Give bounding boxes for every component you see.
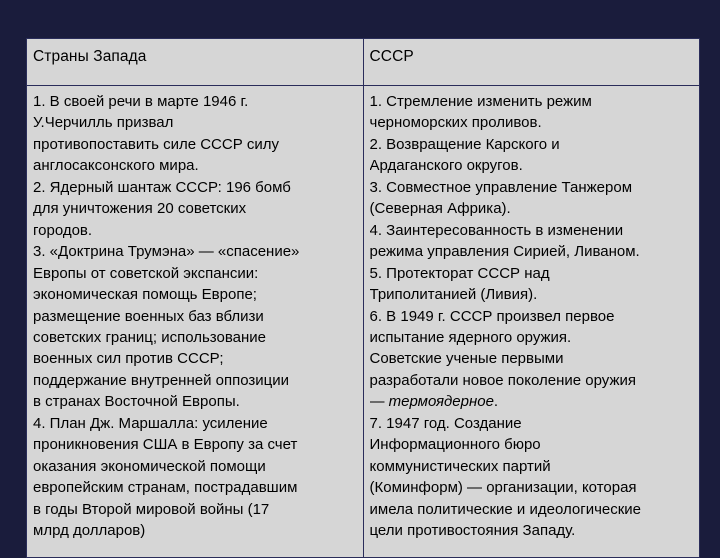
west-line: проникновения США в Европу за счет [33,436,298,454]
west-line: городов. [33,221,93,239]
west-line: 3. «Доктрина Трумэна» — «спасение» [33,243,300,261]
ussr-line: Советские ученые первыми [369,350,564,368]
ussr-line: 4. Заинтересованность в изменении [369,221,624,239]
ussr-column [363,86,700,558]
west-line: 1. В своей речи в марте 1946 г. [33,93,249,110]
header-row [27,39,700,86]
ussr-line: коммунистических партий [369,457,551,475]
west-line: 4. План Дж. Маршалла: усиление [33,414,268,432]
ussr-line-thermonuclear [370,391,694,412]
west-line: млрд долларов) [33,522,146,540]
ussr-line: разработали новое поколение оружия [369,371,636,389]
west-column [27,86,364,558]
west-line: военных сил против СССР; [33,350,224,368]
ussr-line: Информационного бюро [369,436,541,454]
ussr-line: Ардаганского округов. [369,157,523,175]
west-line: 2. Ядерный шантаж СССР: 196 бомб [33,178,291,196]
ussr-line: 3. Совместное управление Танжером [369,178,632,196]
ussr-line: 2. Возвращение Карского и [369,135,560,153]
west-line: оказания экономической помощи [33,457,266,475]
thermonuclear-term: термоядерное [388,393,494,411]
west-line: У.Черчилль призвал [33,114,174,132]
ussr-line: Триполитанией (Ливия). [369,286,538,304]
content-row [27,86,700,558]
ussr-line: режима управления Сирией, Ливаном. [369,243,640,261]
ussr-line: 6. В 1949 г. СССР произвел первое [369,307,615,325]
west-line: в странах Восточной Европы. [33,393,240,411]
west-line: европейским странам, пострадавшим [33,479,298,497]
ussr-line: имела политические и идеологические [369,500,642,518]
west-line: размещение военных баз вблизи [33,307,264,325]
ussr-line: (Северная Африка). [369,200,511,218]
ussr-line: 7. 1947 год. Создание [369,414,522,432]
west-line: Европы от советской экспансии: [33,264,259,282]
ussr-line: 5. Протекторат СССР над [369,264,550,282]
ussr-line: испытание ядерного оружия. [369,328,572,346]
ussr-line: 1. Стремление изменить режим [369,93,592,110]
ussr-line: (Коминформ) — организации, которая [369,479,637,497]
period-suffix: . [493,393,499,411]
dash-prefix: — [369,393,389,411]
west-line: для уничтожения 20 советских [33,200,247,218]
west-line: советских границ; использование [33,328,266,346]
west-line: в годы Второй мировой войны (17 [33,500,270,518]
header-west: Страны Запада [27,39,364,86]
west-line: противопоставить силе СССР силу [33,135,280,153]
comparison-table [26,38,700,558]
ussr-line: цели противостояния Западу. [369,522,576,540]
west-line: поддержание внутренней оппозиции [33,371,290,389]
west-line: экономическая помощь Европе; [33,286,257,304]
header-ussr: СССР [363,39,700,86]
west-line: англосаксонского мира. [33,157,199,175]
ussr-line: черноморских проливов. [369,114,542,132]
